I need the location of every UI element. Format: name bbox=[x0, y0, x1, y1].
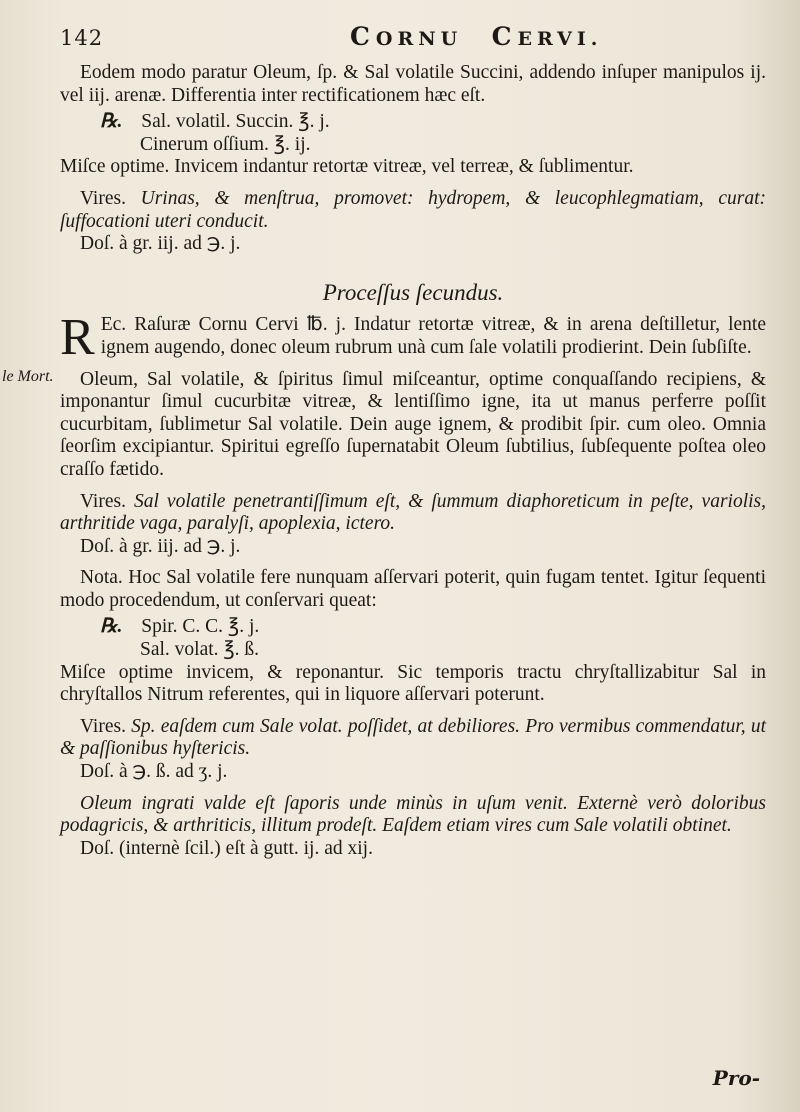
recipe-2 bbox=[60, 616, 766, 661]
vires-label: Vires. bbox=[80, 490, 126, 512]
page-header bbox=[60, 22, 750, 56]
oleum-ingrati-paragraph: Oleum ingrati valde eſt ſaporis unde minùs in uſum venit. Externè verò doloribus podagricis, & arthriticis, illitum prodeſt. Eaſdem etiam vires cum Sale volatili obtinet. bbox=[60, 792, 766, 837]
process-paragraph bbox=[60, 309, 766, 367]
vires-label: Vires. bbox=[80, 715, 126, 737]
running-title bbox=[350, 22, 602, 51]
recipe-symbol: ℞. bbox=[100, 111, 123, 133]
section-title: Proceſſus ſecundus. bbox=[322, 279, 504, 305]
catchword: Pro- bbox=[712, 1066, 760, 1090]
recipe-ingredient: Spir. C. C. ℥. j. bbox=[141, 616, 260, 638]
body-text bbox=[60, 62, 766, 860]
nota-paragraph: Nota. Hoc Sal volatile fere nunquam aſſervari poterit, quin fugam tentet. Igitur ſequenti modo procedendum, ut conſervari queat: bbox=[60, 567, 766, 611]
dose-line-3: Doſ. à ℈. ß. ad ʒ. j. bbox=[80, 761, 228, 783]
vires-text: Sp. eaſdem cum Sale volat. poſſidet, at debiliores. Pro vermibus commendatur, ut & paſſionibus hyſtericis. bbox=[60, 715, 767, 760]
vires-paragraph-2 bbox=[60, 491, 766, 536]
running-title-rest-2: ERVI. bbox=[517, 28, 603, 50]
recipe-ingredient: Sal. volatil. Succin. ℥. j. bbox=[141, 111, 330, 133]
running-title-initial-2: C bbox=[491, 22, 518, 51]
dose-line-4: Doſ. (internè ſcil.) eſt à gutt. ij. ad xij. bbox=[80, 837, 373, 859]
dose-line-1: Doſ. à gr. iij. ad ℈. j. bbox=[80, 233, 241, 255]
intro-paragraph: Eodem modo paratur Oleum, ſp. & Sal volatile Succini, addendo inſuper manipulos ij. vel iij. arenæ. Differentia inter rectificationem hæc eſt. bbox=[60, 62, 766, 106]
vires-label: Vires. bbox=[80, 187, 126, 209]
recipe-1 bbox=[60, 111, 766, 156]
running-title-rest-1: ORNU bbox=[375, 28, 463, 50]
recipe-ingredient: Sal. volat. ℥. ß. bbox=[140, 639, 260, 661]
process-text: Ec. Raſuræ Cornu Cervi ℔. j. Indatur retortæ vitreæ, & in arena deſtilletur, lente ignem augendo, donec oleum rubrum unà cum ſale volatili prodierint. Dein ſubſiſte. bbox=[100, 314, 766, 358]
recipe-symbol: ℞. bbox=[100, 616, 123, 638]
drop-cap: R bbox=[60, 309, 95, 367]
margin-note: le Mort. bbox=[2, 368, 54, 385]
vires-paragraph-1 bbox=[60, 188, 766, 233]
misce-paragraph-1: Miſce optime. Invicem indantur retortæ vitreæ, vel terreæ, & ſublimentur. bbox=[60, 156, 634, 178]
recipe-ingredient: Cinerum oſſium. ℥. ij. bbox=[140, 133, 311, 155]
oleum-paragraph: Oleum, Sal volatile, & ſpiritus ſimul miſceantur, optime conquaſſando recipiens, & imponantur ſimul cucurbitæ vitreæ, & lentiſſimo igne, ita ut manus perferre poſſit cucurbitam, ſublimetur Sal volatile. Dein auge ignem, & prodibit ſpir. cum oleo. Omnia ſeorſim excipiantur. Spiritui egreſſo ſupernatabit Oleum ſubtilius, ſubſequente poſtea oleo craſſo fætido. bbox=[60, 368, 766, 480]
vires-paragraph-3 bbox=[60, 716, 766, 761]
running-title-initial-1: C bbox=[350, 22, 376, 51]
page-number: 142 bbox=[60, 26, 104, 50]
vires-text: Urinas, & menſtrua, promovet: hydropem, & leucophlegmatiam, curat: ſuffocationi uteri conducit. bbox=[60, 187, 766, 232]
dose-line-2: Doſ. à gr. iij. ad ℈. j. bbox=[80, 535, 241, 557]
misce-paragraph-2: Miſce optime invicem, & reponantur. Sic temporis tractu chryſtallizabitur Sal in chryſtallos Nitrum referentes, qui in liquore aſſervari poterunt. bbox=[60, 661, 766, 706]
vires-text: Sal volatile penetrantiſſimum eſt, & ſummum diaphoreticum in peſte, variolis, arthritide vaga, paralyſi, apoplexia, ictero. bbox=[60, 490, 767, 535]
